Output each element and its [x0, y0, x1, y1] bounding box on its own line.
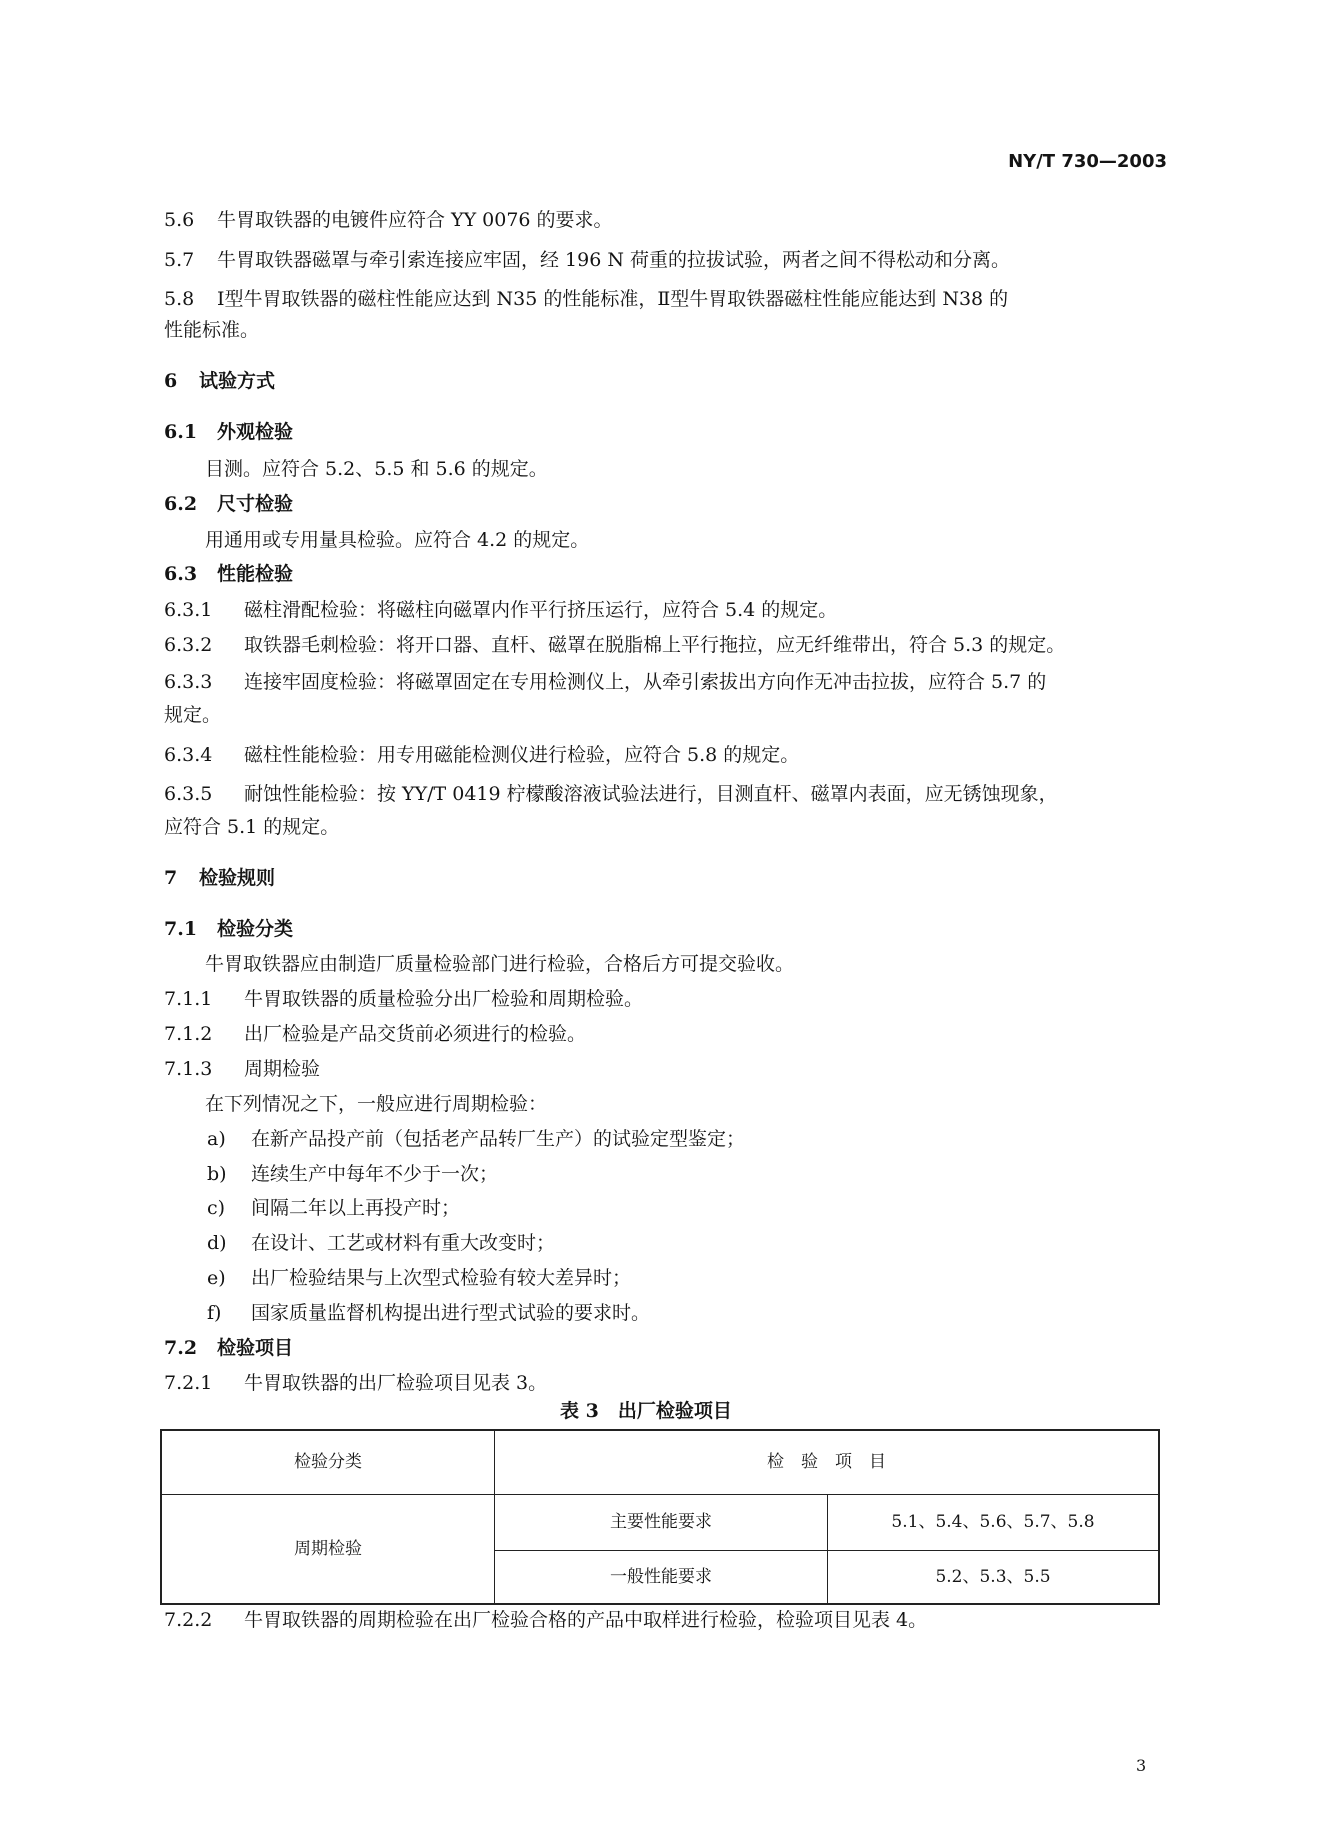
clause-number: 5.7	[164, 249, 195, 271]
clause-5-8-continuation: 性能标准。	[164, 319, 260, 341]
clause-7-1-3: 7.1.3 周期检验	[164, 1058, 321, 1080]
heading-7-2: 7.2 检验项目	[164, 1337, 294, 1359]
clause-number: 5.8	[164, 288, 195, 310]
section-7-heading: 7 检验规则	[164, 867, 276, 889]
table-cell: 主要性能要求	[495, 1494, 828, 1550]
section-6-heading: 6 试验方式	[164, 370, 276, 392]
clause-7-1-2: 7.1.2 出厂检验是产品交货前必须进行的检验。	[164, 1023, 587, 1045]
clause-6-3-5: 6.3.5 耐蚀性能检验：按 YY/T 0419 柠檬酸溶液试验法进行，目测直杆、磁罩内表面，应无锈蚀现象，	[164, 783, 1058, 805]
table-row	[161, 1494, 1159, 1550]
table-cell-category: 周期检验	[161, 1494, 495, 1604]
table-cell: 一般性能要求	[495, 1550, 828, 1604]
clause-5-6	[164, 209, 613, 232]
clause-6-3-5-continuation: 应符合 5.1 的规定。	[164, 816, 340, 838]
body-7-1: 牛胃取铁器应由制造厂质量检验部门进行检验，合格后方可提交验收。	[205, 953, 795, 975]
list-item: d) 在设计、工艺或材料有重大改变时；	[207, 1232, 556, 1254]
body-6-2: 用通用或专用量具检验。应符合 4.2 的规定。	[205, 529, 590, 551]
clause-text: Ⅰ型牛胃取铁器的磁柱性能应达到 N35 的性能标准，Ⅱ型牛胃取铁器磁柱性能应能达到 N38 的	[217, 288, 1009, 310]
clause-6-3-3-continuation: 规定。	[164, 704, 222, 726]
body-7-1-3: 在下列情况之下，一般应进行周期检验：	[205, 1093, 548, 1115]
page-number: 3	[1136, 1756, 1147, 1775]
clause-5-7	[164, 249, 1010, 272]
standard-number: NY/T 730—2003	[1008, 151, 1167, 172]
clause-7-2-2: 7.2.2 牛胃取铁器的周期检验在出厂检验合格的产品中取样进行检验，检验项目见表 4。	[164, 1609, 928, 1631]
list-item: f) 国家质量监督机构提出进行型式试验的要求时。	[207, 1302, 651, 1324]
heading-6-2: 6.2 尺寸检验	[164, 493, 294, 515]
clause-5-8	[164, 288, 1008, 311]
table-caption: 表 3 出厂检验项目	[560, 1400, 732, 1422]
list-item: a) 在新产品投产前（包括老产品转厂生产）的试验定型鉴定；	[207, 1128, 746, 1150]
list-item: e) 出厂检验结果与上次型式检验有较大差异时；	[207, 1267, 632, 1289]
heading-6-1: 6.1 外观检验	[164, 421, 294, 443]
clause-number: 5.6	[164, 209, 195, 231]
heading-6-3: 6.3 性能检验	[164, 563, 294, 585]
body-6-1: 目测。应符合 5.2、5.5 和 5.6 的规定。	[205, 458, 548, 480]
clause-6-3-3: 6.3.3 连接牢固度检验：将磁罩固定在专用检测仪上，从牵引索拔出方向作无冲击拉拔，应符合 5.7 的	[164, 671, 1047, 693]
clause-6-3-1: 6.3.1 磁柱滑配检验：将磁柱向磁罩内作平行挤压运行，应符合 5.4 的规定。	[164, 599, 838, 621]
table-cell: 5.2、5.3、5.5	[828, 1550, 1160, 1604]
table-header-row	[161, 1430, 1159, 1494]
clause-text: 牛胃取铁器磁罩与牵引索连接应牢固，经 196 N 荷重的拉拔试验，两者之间不得松动和分离。	[217, 249, 1011, 271]
clause-7-2-1: 7.2.1 牛胃取铁器的出厂检验项目见表 3。	[164, 1372, 548, 1394]
table-header-cell: 检 验 项 目	[495, 1430, 1160, 1494]
clause-6-3-4: 6.3.4 磁柱性能检验：用专用磁能检测仪进行检验，应符合 5.8 的规定。	[164, 744, 800, 766]
list-item: b) 连续生产中每年不少于一次；	[207, 1163, 499, 1185]
table-3	[160, 1429, 1160, 1605]
heading-7-1: 7.1 检验分类	[164, 918, 294, 940]
clause-text: 牛胃取铁器的电镀件应符合 YY 0076 的要求。	[217, 209, 613, 231]
clause-7-1-1: 7.1.1 牛胃取铁器的质量检验分出厂检验和周期检验。	[164, 988, 644, 1010]
table-cell: 5.1、5.4、5.6、5.7、5.8	[828, 1494, 1160, 1550]
table-header-cell: 检验分类	[161, 1430, 495, 1494]
clause-6-3-2: 6.3.2 取铁器毛刺检验：将开口器、直杆、磁罩在脱脂棉上平行拖拉，应无纤维带出，符合 5.3 的规定。	[164, 634, 1066, 656]
list-item: c) 间隔二年以上再投产时；	[207, 1197, 461, 1219]
